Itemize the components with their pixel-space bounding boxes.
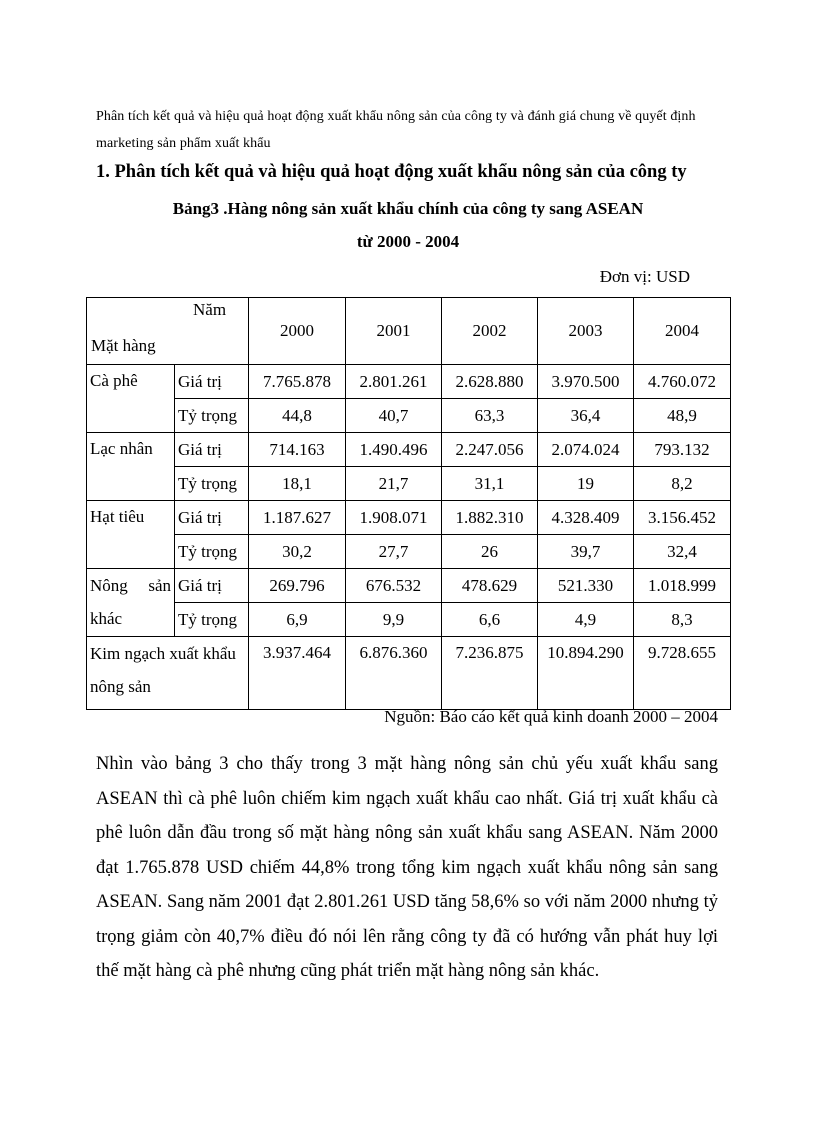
- share-cell: 40,7: [346, 399, 442, 433]
- value-cell: 676.532: [346, 569, 442, 603]
- total-label: [87, 637, 249, 710]
- value-cell: 478.629: [442, 569, 538, 603]
- metric-label: Tỷ trọng: [175, 467, 249, 501]
- value-cell: 2.801.261: [346, 365, 442, 399]
- table-row: [87, 433, 731, 467]
- share-cell: 8,2: [634, 467, 731, 501]
- total-label-line: nông sản: [90, 677, 151, 696]
- category-cell: Hạt tiêu: [87, 501, 175, 569]
- category-line: khác: [90, 609, 123, 628]
- share-cell: 6,9: [249, 603, 346, 637]
- share-cell: 39,7: [538, 535, 634, 569]
- year-header: 2004: [634, 298, 731, 365]
- value-cell: 1.490.496: [346, 433, 442, 467]
- value-cell: 1.018.999: [634, 569, 731, 603]
- corner-item-label: Mặt hàng: [91, 336, 156, 355]
- share-cell: 9,9: [346, 603, 442, 637]
- corner-year-label: Năm: [193, 300, 227, 319]
- total-cell: 9.728.655: [634, 637, 731, 710]
- share-cell: 63,3: [442, 399, 538, 433]
- year-header: 2000: [249, 298, 346, 365]
- share-cell: 31,1: [442, 467, 538, 501]
- table-header-row: [87, 298, 731, 365]
- share-cell: 44,8: [249, 399, 346, 433]
- share-cell: 4,9: [538, 603, 634, 637]
- table-row: [87, 501, 731, 535]
- share-cell: 6,6: [442, 603, 538, 637]
- table-row: [87, 569, 731, 603]
- share-cell: 30,2: [249, 535, 346, 569]
- analysis-paragraph: Nhìn vào bảng 3 cho thấy trong 3 mặt hàng nông sản chủ yếu xuất khẩu sang ASEAN thì cà phê luôn chiếm kim ngạch xuất khẩu cao nhất. Giá trị xuất khẩu cà phê luôn dẫn đầu trong số mặt hàng nông sản xuất khẩu sang ASEAN. Năm 2000 đạt 1.765.878 USD chiếm 44,8% trong tổng kim ngạch xuất khẩu nông sản sang ASEAN. Sang năm 2001 đạt 2.801.261 USD tăng 58,6% so với năm 2000 nhưng tỷ trọng giảm còn 40,7% điều đó nói lên rằng công ty đã có hướng vẫn phát huy lợi thế mặt hàng cà phê nhưng cũng phát triển mặt hàng nông sản khác.: [96, 754, 718, 981]
- total-row: [87, 637, 731, 710]
- source-note: Nguồn: Báo cáo kết quả kinh doanh 2000 – 2004: [384, 707, 718, 726]
- value-cell: 714.163: [249, 433, 346, 467]
- value-cell: 269.796: [249, 569, 346, 603]
- metric-label: Giá trị: [175, 501, 249, 535]
- metric-label: Giá trị: [175, 433, 249, 467]
- share-cell: 27,7: [346, 535, 442, 569]
- share-cell: 36,4: [538, 399, 634, 433]
- share-cell: 32,4: [634, 535, 731, 569]
- year-header: 2003: [538, 298, 634, 365]
- share-cell: 8,3: [634, 603, 731, 637]
- metric-label: Tỷ trọng: [175, 399, 249, 433]
- unit-label: Đơn vị: USD: [599, 267, 690, 286]
- value-cell: 793.132: [634, 433, 731, 467]
- category-line: Nông sản: [90, 576, 171, 595]
- corner-cell: [87, 298, 249, 365]
- year-header: 2001: [346, 298, 442, 365]
- table-row: [87, 365, 731, 399]
- table-title: Bảng3 .Hàng nông sản xuất khẩu chính của công ty sang ASEAN: [172, 199, 644, 218]
- total-cell: 6.876.360: [346, 637, 442, 710]
- share-cell: 19: [538, 467, 634, 501]
- metric-label: Giá trị: [175, 569, 249, 603]
- value-cell: 2.628.880: [442, 365, 538, 399]
- total-cell: 7.236.875: [442, 637, 538, 710]
- value-cell: 2.074.024: [538, 433, 634, 467]
- share-cell: 21,7: [346, 467, 442, 501]
- value-cell: 3.970.500: [538, 365, 634, 399]
- value-cell: 4.760.072: [634, 365, 731, 399]
- value-cell: 521.330: [538, 569, 634, 603]
- table-row: [87, 535, 731, 569]
- metric-label: Tỷ trọng: [175, 535, 249, 569]
- category-cell: [87, 569, 175, 637]
- value-cell: 4.328.409: [538, 501, 634, 535]
- value-cell: 7.765.878: [249, 365, 346, 399]
- metric-label: Tỷ trọng: [175, 603, 249, 637]
- category-cell: Cà phê: [87, 365, 175, 433]
- share-cell: 48,9: [634, 399, 731, 433]
- value-cell: 2.247.056: [442, 433, 538, 467]
- table-row: [87, 399, 731, 433]
- running-header: Phân tích kết quả và hiệu quả hoạt động xuất khẩu nông sản của công ty và đánh giá chung về quyết định marketing sản phẩm xuất khẩu: [96, 109, 696, 151]
- value-cell: 1.882.310: [442, 501, 538, 535]
- share-cell: 26: [442, 535, 538, 569]
- category-cell: Lạc nhân: [87, 433, 175, 501]
- total-label-line: Kim ngạch xuất khẩu: [90, 644, 236, 663]
- section-title: 1. Phân tích kết quả và hiệu quả hoạt động xuất khẩu nông sản của công ty: [96, 162, 687, 182]
- table-row: [87, 467, 731, 501]
- export-table: [86, 297, 731, 710]
- table-title-years: từ 2000 - 2004: [356, 232, 460, 251]
- value-cell: 3.156.452: [634, 501, 731, 535]
- year-header: 2002: [442, 298, 538, 365]
- total-cell: 10.894.290: [538, 637, 634, 710]
- value-cell: 1.187.627: [249, 501, 346, 535]
- share-cell: 18,1: [249, 467, 346, 501]
- metric-label: Giá trị: [175, 365, 249, 399]
- value-cell: 1.908.071: [346, 501, 442, 535]
- total-cell: 3.937.464: [249, 637, 346, 710]
- table-row: [87, 603, 731, 637]
